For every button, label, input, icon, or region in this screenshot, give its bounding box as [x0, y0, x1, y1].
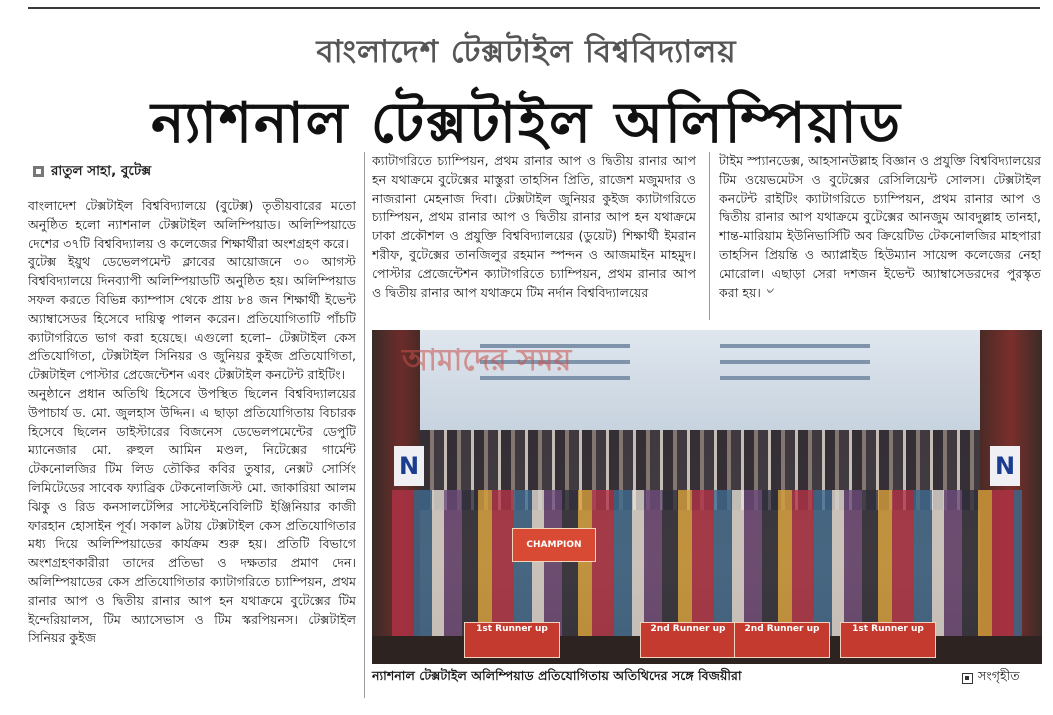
byline	[33, 160, 151, 183]
top-rule	[28, 7, 1040, 9]
paragraph-text: টাইম স্প্যানডেক্স, আহসানউল্লাহ বিজ্ঞান ও প্রযুক্তি বিশ্ববিদ্যালয়ের টিম ওয়েভমেটস ও বুটেক্সের রেসিলিয়েন্ট সোলস। টেক্সটাইল কনটেন্ট রাইটিং ক্যাটাগরিতে চ্যাম্পিয়ন, প্রথম রানার আপ ও দ্বিতীয় রানার আপ যথাক্রমে বুটেক্সের আনজুম আবদুল্লাহ তানহা, শান্ত-মারিয়াম ইউনিভার্সিটি অব ক্রিয়েটিভ টেকনোলজির মাহপারা তাহসিন প্রিয়ন্তি ও অ্যাপ্লাইড হিউম্যান সায়েন্স কলেজের নেহা মোরোল। এছাড়া সেরা দশজন ইভেন্ট অ্যাম্বাসেডরদের পুরস্কৃত করা হয়।	[719, 153, 1041, 300]
prize-board	[840, 622, 936, 658]
paragraph: অনুষ্ঠানে প্রধান অতিথি হিসেবে উপস্থিত ছিলেন বিশ্ববিদ্যালয়ের উপাচার্য ড. মো. জুলহাস উদ্দিন। এ ছাড়া প্রতিযোগিতায় বিচারক হিসেবে ছিলেন ডাইস্টারের বিজনেস ডেভেলপমেন্টের ডেপুটি ম্যানেজার মো. রুহুল আমিন মণ্ডল, নিটেক্সের গার্মেন্ট টেকনোলজির টিম লিড তৌকির কবির তুষার, নেক্সট সোর্সিং লিমিটেডের সাবেক ফ্যাব্রিক টেকনোলজিস্ট মো. জাকারিয়া আলম ঝিকু ও রিড কনসালটেন্সির সাস্টেইনেবিলিটি ইঞ্জিনিয়ার কাজী ফারহান হোসাইন পূর্ব। সকাল ৯টায় টেক্সটাইল কেস প্রতিযোগিতার মধ্য দিয়ে অলিম্পিয়াডের কার্যক্রম শুরু হয়। প্রতিটি বিভাগে অংশগ্রহণকারীরা তাদের প্রতিভা ও দক্ষতার প্রমাণ দেন। অলিম্পিয়াডের কেস প্রতিযোগিতার ক্যাটাগরিতে চ্যাম্পিয়ন, প্রথম রানার আপ ও দ্বিতীয় রানার আপ হন যথাক্রমে বুটেক্সের টিম ইন্দেরিয়ালস, টিম অ্যাসেভাস ও টিম স্করপিয়নস। টেক্সটাইল সিনিয়র কুইজ	[28, 385, 356, 646]
paragraph: বুটেক্স ইয়ুথ ডেভেলপমেন্ট ক্লাবের আয়োজনে ৩০ আগস্ট বিশ্ববিদ্যালয়ে দিনব্যাপী অলিম্পিয়াডটি অনুষ্ঠিত হয়। অলিম্পিয়াড সফল করতে বিভিন্ন ক্যাম্পাস থেকে প্রায় ৮৪ জন শিক্ষার্থী ইভেন্ট অ্যাম্বাসেডর হিসেবে দায়িত্ব পালন করেন। প্রতিযোগিতাটি পাঁচটি ক্যাটাগরিতে ভাগ করা হয়েছে। এগুলো হলো– টেক্সটাইল কেস প্রতিযোগিতা, টেক্সটাইল সিনিয়র ও জুনিয়র কুইজ প্রতিযোগিতা, টেক্সটাইল পোস্টার প্রেজেন্টেশন এবং টেক্সটাইল কনটেন্ট রাইটিং।	[28, 254, 356, 383]
backdrop-text-line	[720, 344, 870, 348]
prize-board	[734, 622, 830, 658]
kicker: বাংলাদেশ টেক্সটাইল বিশ্ববিদ্যালয়	[316, 34, 737, 70]
column-rule	[364, 152, 365, 698]
byline-text: রাতুল সাহা, বুটেক্স	[51, 163, 152, 179]
photo-credit-text: সংগৃহীত	[978, 668, 1020, 683]
champion-board	[512, 528, 596, 562]
crowd-front-rows	[392, 490, 1022, 640]
prize-board-label: 1st Runner up	[476, 624, 548, 634]
backdrop-text-line	[720, 360, 870, 364]
banner-logo-left: N	[394, 446, 424, 486]
column-rule	[709, 152, 710, 320]
prize-board	[640, 622, 736, 658]
group-photo	[372, 330, 1042, 664]
article-column-1	[28, 197, 356, 697]
prize-board-label: 2nd Runner up	[650, 624, 726, 634]
credit-square-icon	[962, 673, 973, 684]
article-column-3	[719, 152, 1041, 322]
prize-board-label: 1st Runner up	[852, 624, 924, 634]
champion-board-label: CHAMPION	[526, 540, 582, 550]
prize-board	[464, 622, 560, 658]
prize-board-label: 2nd Runner up	[744, 624, 820, 634]
banner-logo-right: N	[990, 446, 1020, 486]
byline-square-icon	[33, 166, 44, 177]
paragraph: ক্যাটাগরিতে চ্যাম্পিয়ন, প্রথম রানার আপ ও দ্বিতীয় রানার আপ হন যথাক্রমে বুটেক্সের মাস্তুরা তাহসিন প্রিতি, রাজেশ মজুমদার ও নাজরানা মেহনাজ দিবা। টেক্সটাইল জুনিয়র কুইজ ক্যাটাগরিতে চ্যাম্পিয়ন, প্রথম রানার আপ ও দ্বিতীয় রানার আপ হন যথাক্রমে ঢাকা প্রকৌশল ও প্রযুক্তি বিশ্ববিদ্যালয়ের (ডুয়েট) শিক্ষার্থী ইমরান শরীফ, বুটেক্সের তানজিলুর রহমান স্পন্দন ও আজমাইন মাহমুদ। পোস্টার প্রেজেন্টেশন ক্যাটাগরিতে চ্যাম্পিয়ন, প্রথম রানার আপ ও দ্বিতীয় রানার আপ যথাক্রমে টিম নর্দান বিশ্ববিদ্যালয়ের	[372, 153, 696, 300]
backdrop-text-line	[720, 376, 870, 380]
article-column-2	[372, 152, 696, 322]
end-mark-icon: ৺	[764, 285, 773, 301]
headline: ন্যাশনাল টেক্সটাইল অলিম্পিয়াড	[150, 91, 902, 156]
paragraph	[719, 152, 1041, 303]
watermark: আমাদের সময়	[402, 343, 572, 378]
paragraph: বাংলাদেশ টেক্সটাইল বিশ্ববিদ্যালয়ে (বুটেক্স) তৃতীয়বারের মতো অনুষ্ঠিত হলো ন্যাশনাল টেক্সটাইল অলিম্পিয়াড। অলিম্পিয়াডে দেশের ৩৭টি বিশ্ববিদ্যালয় ও কলেজের শিক্ষার্থীরা অংশগ্রহণ করে।	[28, 198, 356, 251]
photo-caption: ন্যাশনাল টেক্সটাইল অলিম্পিয়াড প্রতিযোগিতায় অতিথিদের সঙ্গে বিজয়ীরা	[372, 668, 742, 683]
photo-credit	[962, 668, 1020, 688]
